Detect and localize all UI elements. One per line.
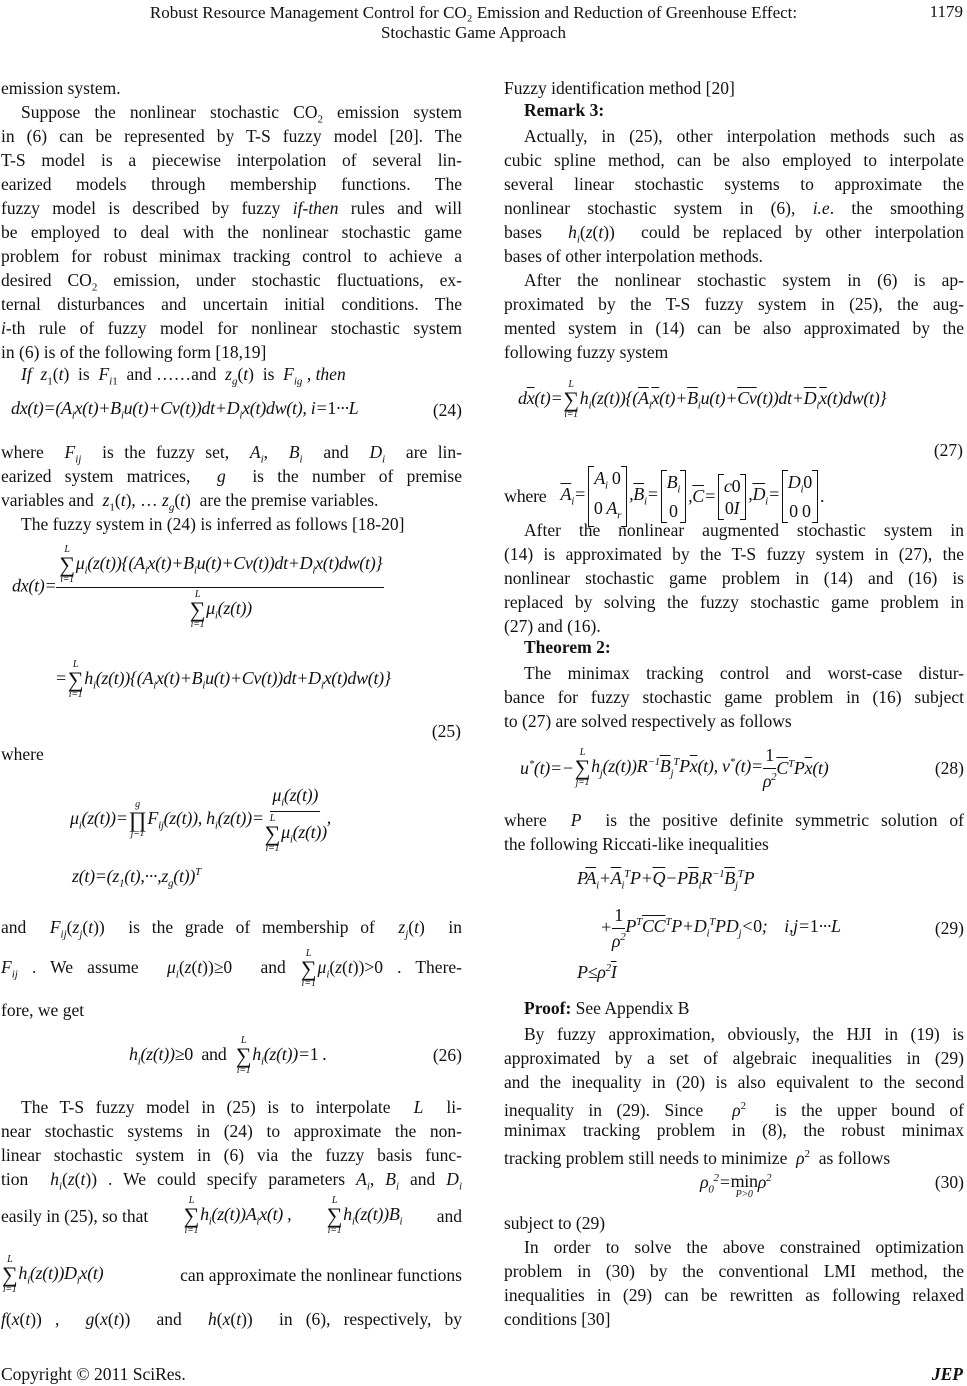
- text-line: variables and $z_1(t)$, … $z_g(t)$ are the premise variables.: [1, 490, 379, 514]
- text-line: Fuzzy identification method [20]: [504, 78, 735, 98]
- equation-25-line2: = L ∑ i=1 $h_i(z(t))\{(A_ix(t)+B_iu(t)+Cv(t))dt+D_ix(t)dw(t)\}$: [55, 659, 391, 700]
- text-line: mented system in (14) can be also approximated by the: [504, 318, 964, 338]
- eq25-fraction: L ∑ i=1 $\mu_i(z(t))\{(A_ix(t)+B_iu(t)+Cv(t))dt+D_ix(t)dw(t)\}$ L ∑ i=1 $\mu_i(z(t))$: [56, 545, 384, 630]
- text-line: T-S model is a piecewise interpolation of several lin-: [1, 150, 462, 170]
- eq25-lhs: dx(t)=: [12, 575, 57, 596]
- approximate-line: L ∑ i=1 $h_i(z(t))D_ix(t)$ can approximate the nonlinear functions: [2, 1254, 462, 1295]
- text-line: tion $h_i(z(t))$ . We could specify parameters $A_i$, $B_i$ and $D_i$: [1, 1169, 462, 1193]
- sum-symbol: L ∑ i=1: [67, 659, 84, 700]
- paragraph-fuzzy-approx: [504, 1022, 964, 1166]
- equation-number-24: (24): [432, 399, 462, 420]
- matrix-row: $A_i$ 0: [594, 468, 621, 492]
- text-line: By fuzzy approximation, obviously, the HJI in (19) is: [524, 1024, 964, 1044]
- journal-abbrev: JEP: [931, 1364, 963, 1384]
- proof-line: Proof: See Appendix B: [524, 998, 690, 1018]
- page-number: 1179: [929, 2, 963, 21]
- text-line: i-th rule of fuzzy model for nonlinear stochastic system: [1, 318, 462, 338]
- text-line: and the inequality in (20) is also equivalent to the second: [504, 1072, 964, 1092]
- paragraph-riccati: [504, 808, 964, 856]
- equation-number-30: (30): [934, 1172, 964, 1192]
- text-line: bance for fuzzy stochastic game problem in (16) subject: [504, 687, 964, 707]
- text-line: linear stochastic system in (6) via the fuzzy basis func-: [1, 1145, 462, 1165]
- text-line: conditions [30]: [504, 1309, 611, 1329]
- paragraph-ts-model: [1, 100, 462, 364]
- text-line: inequalities in (29) can be rewritten as following relaxed: [504, 1285, 964, 1305]
- running-title-line1: Robust Resource Management Control for CO₂ Emission and Reduction of Greenhouse Effect:: [149, 3, 798, 22]
- paragraph-fuzzy-identification: [504, 76, 964, 100]
- text-line: several linear stochastic systems to approximate the: [504, 174, 964, 194]
- text-line: The minimax tracking control and worst-case distur-: [524, 663, 964, 683]
- text-line: problem for robust minimax tracking control to achieve a: [1, 246, 462, 266]
- text-line: bases of other interpolation methods.: [504, 246, 764, 266]
- text-line: near stochastic systems in (24) to approximate the non-: [1, 1121, 462, 1141]
- text-line: fuzzy model is described by fuzzy if-then rules and will: [1, 198, 462, 218]
- paragraph-subject-to: [504, 1211, 964, 1235]
- paragraph-augmented: [504, 268, 964, 364]
- equation-24-row: [1, 399, 462, 422]
- equation-number-25: (25): [431, 721, 461, 741]
- paragraph-remark-3: [504, 124, 964, 268]
- equation-26-row: [1, 1036, 462, 1076]
- sum-symbol: L ∑ i=1: [189, 588, 206, 630]
- equation-29-row: [504, 905, 964, 951]
- text-line: nonlinear stochastic game problem in (14) and (16) is: [504, 568, 964, 588]
- text-line: tracking problem still needs to minimize $\rho^2$ as follows: [504, 1147, 891, 1168]
- text-line: subject to (29): [504, 1213, 606, 1233]
- augmented-matrices: where $\overline{A}_i=$ $A_i$ 0 0 $A_r$ $,\overline{B}_i=$ $B_i$ 0 $,\overline{C}=$ c0 0I $,\overline{D}_i=$ $D_i0$ 0 0 .: [504, 466, 824, 527]
- sum-symbol: L ∑ i=1: [264, 813, 281, 855]
- text-line: desired $CO_2$ emission, under stochastic fluctuations, ex-: [1, 270, 462, 294]
- equation-number-29: (29): [934, 917, 964, 938]
- paragraph-therefore: [1, 998, 462, 1022]
- matrix-D: [782, 470, 818, 524]
- assumption-line: $F_{ij}$ . We assume $\mu_i(z(t))\ge 0$ and L ∑ i=1 $\mu_i(z(t))>0$ . There-: [1, 948, 462, 989]
- running-title-line2: Stochastic Game Approach: [380, 23, 567, 42]
- equation-29-line3: $P\le\rho^2\overline{I}$: [577, 962, 617, 982]
- remark-3-heading: Remark 3:: [524, 100, 605, 120]
- equation-24: $dx(t)=(A_ix(t)+B_iu(t)+Cv(t))dt+D_ix(t)dw(t)$, i=1···L: [11, 398, 359, 422]
- text-line: minimax tracking problem in (8), the robust minimax: [504, 1120, 964, 1140]
- equation-28-row: [504, 745, 964, 791]
- text-line: the following Riccati-like inequalities: [504, 834, 769, 854]
- matrix-row: $B_i$: [666, 471, 681, 496]
- text-line: in (6) can be represented by T-S fuzzy model [20]. The: [1, 126, 462, 146]
- equation-25: [12, 545, 384, 630]
- product-symbol: g ∏ j=1: [128, 798, 147, 840]
- text-line: replaced by solving the fuzzy stochastic game problem in: [504, 592, 964, 612]
- text-line: bases $h_i(z(t))$ could be replaced by other interpolation: [504, 222, 964, 246]
- text-line: (14) is approximated by the T-S fuzzy system in (27), the: [504, 544, 964, 564]
- text-line: The T-S fuzzy model in (25) is to interpolate L li-: [21, 1097, 462, 1117]
- text-line: earized system matrices, g is the number of premise: [1, 466, 462, 486]
- paragraph-where-fij: [1, 440, 462, 512]
- equation-number-26: (26): [432, 1045, 462, 1066]
- text-line: proximated by the T-S fuzzy system in (25), the aug-: [504, 294, 964, 314]
- text-line: nonlinear stochastic system in (6), i.e. the smoothing: [504, 198, 964, 218]
- equation-30: $\rho_0^2=$ min P>0 $\rho^2$: [700, 1171, 772, 1200]
- text-line: earized models through membership functions. The: [1, 174, 462, 194]
- equation-number-28: (28): [934, 757, 964, 778]
- text-line: approximated by a set of algebraic inequalities in (29): [504, 1048, 964, 1068]
- text-line: After the nonlinear stochastic system in (6) is ap-: [524, 270, 964, 290]
- text-line: After the nonlinear augmented stochastic system in: [524, 520, 964, 540]
- sum-symbol: L ∑ i=1: [59, 544, 75, 585]
- text-line: following fuzzy system: [504, 342, 669, 362]
- membership-grade-line: and $F_{ij}(z_j(t))$ is the grade of membership of $z_j(t)$ in: [1, 917, 462, 941]
- text-line: where $F_{ij}$ is the fuzzy set, $A_i$, $B_i$ and $D_i$ are lin-: [1, 442, 462, 466]
- copyright: Copyright © 2011 SciRes.: [1, 1364, 186, 1384]
- text-line: ternal disturbances and uncertain initial conditions. The: [1, 294, 462, 314]
- text-line: in (6) is of the following form [18,19]: [1, 342, 267, 362]
- equation-28: u*(t)=− L ∑ j=1 $h_j(z(t))R^{-1}\overline{B}_j^TP\overline{x}(t)$, v*(t)= $\frac{1}{\rho^2}$ $\overline{C}^TP\overline{x}(t)$: [520, 745, 829, 791]
- matrix-row: 0 $A_r$: [593, 497, 622, 522]
- matrix-row: $D_i0$: [787, 471, 812, 496]
- text-line: problem in (30) by the conventional LMI method, the: [504, 1261, 964, 1281]
- equation-30-row: [504, 1172, 964, 1200]
- paragraph-intro-end: [1, 76, 462, 100]
- matrix-B: [661, 470, 686, 524]
- text-line: Suppose the nonlinear stochastic $CO_2$ emission system: [21, 102, 462, 126]
- fuzzy-rule: If $z_1(t)$ is $F_{i1}$ and ……and $z_g(t)$ is $F_{ig}$ , then: [21, 364, 346, 388]
- text-line: fore, we get: [1, 1000, 85, 1020]
- equation-29-line2: + $\frac{1}{\rho^2}$ $P^T\overline{C}\overline{C}^TP+D_i^TPD_j<0$; i,j=1···L: [600, 905, 841, 951]
- equation-membership: $\mu_i(z(t))=$ g ∏ j=1 $F_{ij}(z(t))$, $h_i(z(t))=$ $\mu_i(z(t))$ L ∑ i=1 $\mu_i(z(t))$ ,: [70, 785, 331, 855]
- paragraph-lmi: [504, 1235, 964, 1331]
- equation-29-line1: $P\overline{A}_i+\overline{A}_i^TP+\overline{Q}-P\overline{B}_iR^{-1}\overline{B}_j^TP$: [577, 868, 755, 892]
- where-label: where: [1, 744, 44, 764]
- equation-premise-vector: $z(t)=(z_1(t),\cdot\cdot\cdot,z_g(t))^T$: [72, 866, 201, 890]
- text-line: The fuzzy system in (24) is inferred as follows [18-20]: [21, 514, 405, 534]
- equation-number-27: (27): [933, 440, 963, 460]
- text-line: (27) and (16).: [504, 616, 601, 636]
- matrix-row: 0 0: [789, 501, 811, 522]
- text-line: to (27) are solved respectively as follows: [504, 711, 792, 731]
- text-line: where P is the positive definite symmetric solution of: [504, 810, 964, 830]
- matrix-row: 0I: [724, 497, 740, 518]
- text-line: inequality in (29). Since $\rho^2$ is the upper bound of: [504, 1099, 964, 1120]
- equation-26: $h_i(z(t))\ge 0$ and L ∑ i=1 $h_i(z(t))=1$ .: [129, 1035, 327, 1076]
- matrix-row: c0: [723, 475, 741, 496]
- paragraph-game-replaced: [504, 518, 964, 638]
- equation-27: $d\overline{x}(t)=$ L ∑ i=1 $h_i(z(t))\{(\overline{A}_i\overline{x}(t)+\overline{B}_iu(t)+\overline{C}\overline{v}(t))dt+\overline{D}_i\overline{x}(t)dw(t)\}$: [518, 379, 887, 420]
- matrix-row: 0: [668, 501, 678, 522]
- matrix-C: [718, 474, 746, 520]
- text-line: emission system.: [1, 78, 121, 98]
- paragraph-interpolate: [1, 1095, 462, 1191]
- text-line: be employed to deal with the nonlinear stochastic game: [1, 222, 462, 242]
- paragraph-theorem-2: [504, 661, 964, 733]
- text-line: cubic spline method, can be also employed to interpolate: [504, 150, 964, 170]
- paragraph-inferred: [1, 512, 462, 536]
- theorem-2-heading: Theorem 2:: [524, 637, 611, 657]
- nonlinear-functions-line: f(x(t)) , g(x(t)) and h(x(t)) in (6), respectively, by: [1, 1309, 462, 1329]
- text-line: Actually, in (25), other interpolation methods such as: [524, 126, 964, 146]
- text-line: In order to solve the above constrained optimization: [524, 1237, 964, 1257]
- easily-line: easily in (25), so that L ∑ i=1 $h_i(z(t))A_ix(t)$ , L ∑ i=1 $h_i(z(t))B_i$ and: [1, 1195, 462, 1236]
